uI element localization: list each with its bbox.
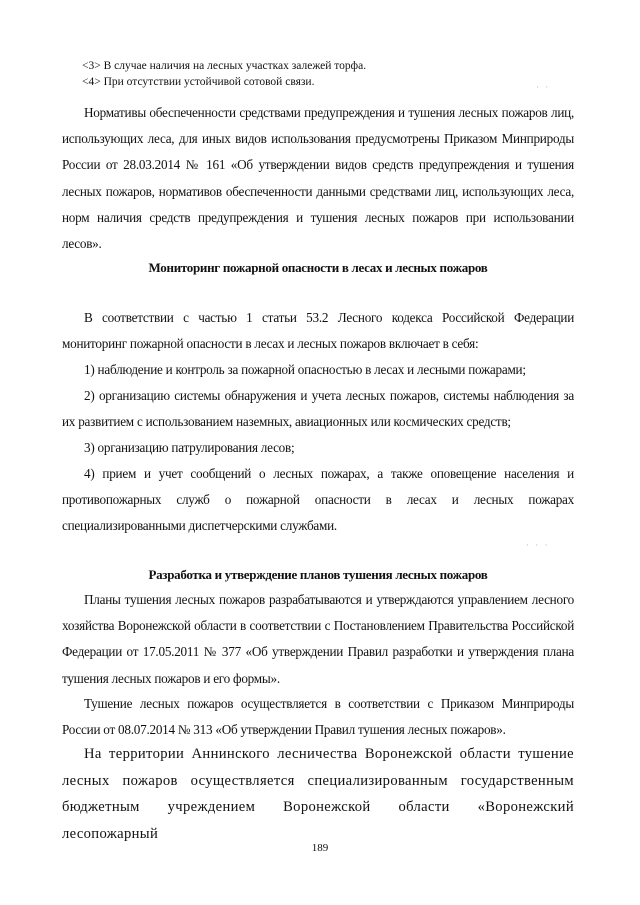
monitoring-list-item-3: 3) организацию патрулирования лесов; [84,440,295,455]
monitoring-list-item-1: 1) наблюдение и контроль за пожарной опасностью в лесах и лесными пожарами; [84,362,526,377]
monitoring-list-item-4: 4) прием и учет сообщений о лесных пожарах, а также оповещение населения и противопожарных служб о пожарной опасности в лесах и лесных пожарах специализированными диспетчерскими службами. [62,466,574,534]
footnote-4: <4> При отсутствии устойчивой сотовой связи. [82,76,315,88]
footnote-3: <3> В случае наличия на лесных участках залежей торфа. [82,60,367,72]
intro-paragraph: Нормативы обеспеченности средствами предупреждения и тушения лесных пожаров лиц, использующих леса, для иных видов использования предусмотрены Приказом Минприроды России от 28.03.2014 № 161 «Об утверждении видов средств предупреждения и тушения лесных пожаров, нормативов обеспеченности данными средствами лиц, использующих леса, норм наличия средств предупреждения и тушения лесных пожаров при использовании лесов». [62,105,574,252]
section-heading-monitoring: Мониторинг пожарной опасности в лесах и лесных пожаров [148,260,488,275]
page-number: 189 [311,842,329,854]
section-heading-fire-plans: Разработка и утверждение планов тушения лесных пожаров [148,567,488,582]
fire-plans-paragraph-3: На территории Аннинского лесничества Воронежской области тушение лесных пожаров осуществляется специализированным государственным бюджетным учреждением Воронежской области «Воронежский лесопожарный [62,746,574,842]
monitoring-lead-paragraph: В соответствии с частью 1 статьи 53.2 Лесного кодекса Российской Федерации мониторинг пожарной опасности в лесах и лесных пожаров включает в себя: [62,310,574,352]
scan-speck: · · [536,82,551,92]
fire-plans-paragraph-1: Планы тушения лесных пожаров разрабатываются и утверждаются управлением лесного хозяйства Воронежской области в соответствии с Постановлением Правительства Российской Федерации от 17.05.2011 № 377 «Об утверждении Правил разработки и утверждения плана тушения лесных пожаров и его формы». [62,592,574,686]
monitoring-list-item-2: 2) организацию системы обнаружения и учета лесных пожаров, системы наблюдения за их развитием с использованием наземных, авиационных или космических средств; [62,388,574,430]
fire-plans-paragraph-2: Тушение лесных пожаров осуществляется в соответствии с Приказом Минприроды России от 08.07.2014 № 313 «Об утверждении Правил тушения лесных пожаров». [62,696,574,738]
footnotes [82,58,562,90]
scan-speck: · · · [526,540,550,550]
